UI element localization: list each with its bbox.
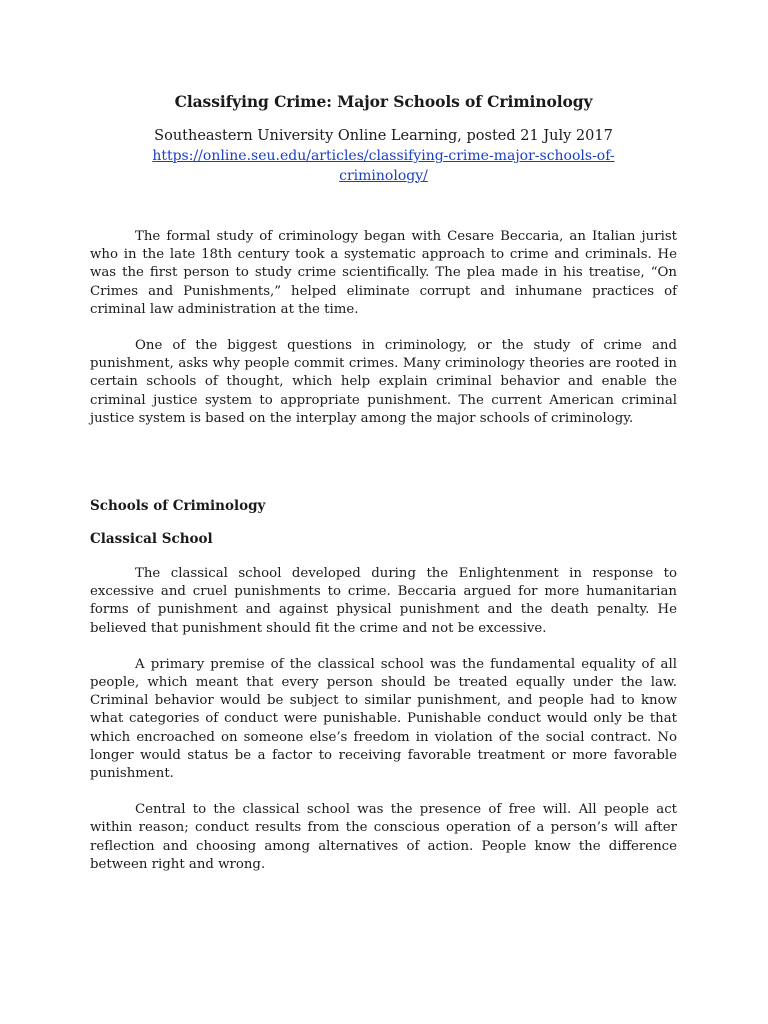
intro-paragraph-2: One of the biggest questions in criminology, or the study of crime and punishment, asks why people commit crimes. Many criminology theories are rooted in certain schools of thought, which help explain criminal behavior and enable the criminal justice system to appropriate punishment. The current American criminal justice system is based on the interplay among the major schools of criminology. <box>90 338 677 426</box>
article-link[interactable]: https://online.seu.edu/articles/classifying-crime-major-schools-of-criminology/ <box>152 148 615 184</box>
intro-paragraph-1: The formal study of criminology began with Cesare Beccaria, an Italian jurist who in the late 18th century took a systematic approach to crime and criminals. He was the first person to study crime scientifically. The plea made in his treatise, “On Crimes and Punishments,” helped eliminate corrupt and inhumane practices of criminal law administration at the time. <box>90 229 677 317</box>
classical-paragraph-1: The classical school developed during the Enlightenment in response to excessive and cruel punishments to crime. Beccaria argued for more humanitarian forms of punishment and against physical punishment and the death penalty. He believed that punishment should fit the crime and not be excessive. <box>90 566 677 636</box>
section-heading-schools: Schools of Criminology <box>90 498 266 515</box>
source-line: Southeastern University Online Learning, posted 21 July 2017 <box>154 128 613 144</box>
classical-paragraph-3: Central to the classical school was the presence of free will. All people act within reason; conduct results from the conscious operation of a person’s will after reflection and choosing among alternatives of action. People know the difference between right and wrong. <box>90 802 677 872</box>
subsection-heading-classical: Classical School <box>90 531 213 548</box>
document-page <box>90 92 677 874</box>
classical-paragraph-2: A primary premise of the classical school was the fundamental equality of all people, which meant that every person should be treated equally under the law. Criminal behavior would be subject to similar punishment, and people had to know what categories of conduct were punishable. Punishable conduct would only be that which encroached on someone else’s freedom in violation of the social contract. No longer would status be a factor to receiving favorable treatment or more favorable punishment. <box>90 656 677 782</box>
document-title: Classifying Crime: Major Schools of Criminology <box>174 92 593 111</box>
